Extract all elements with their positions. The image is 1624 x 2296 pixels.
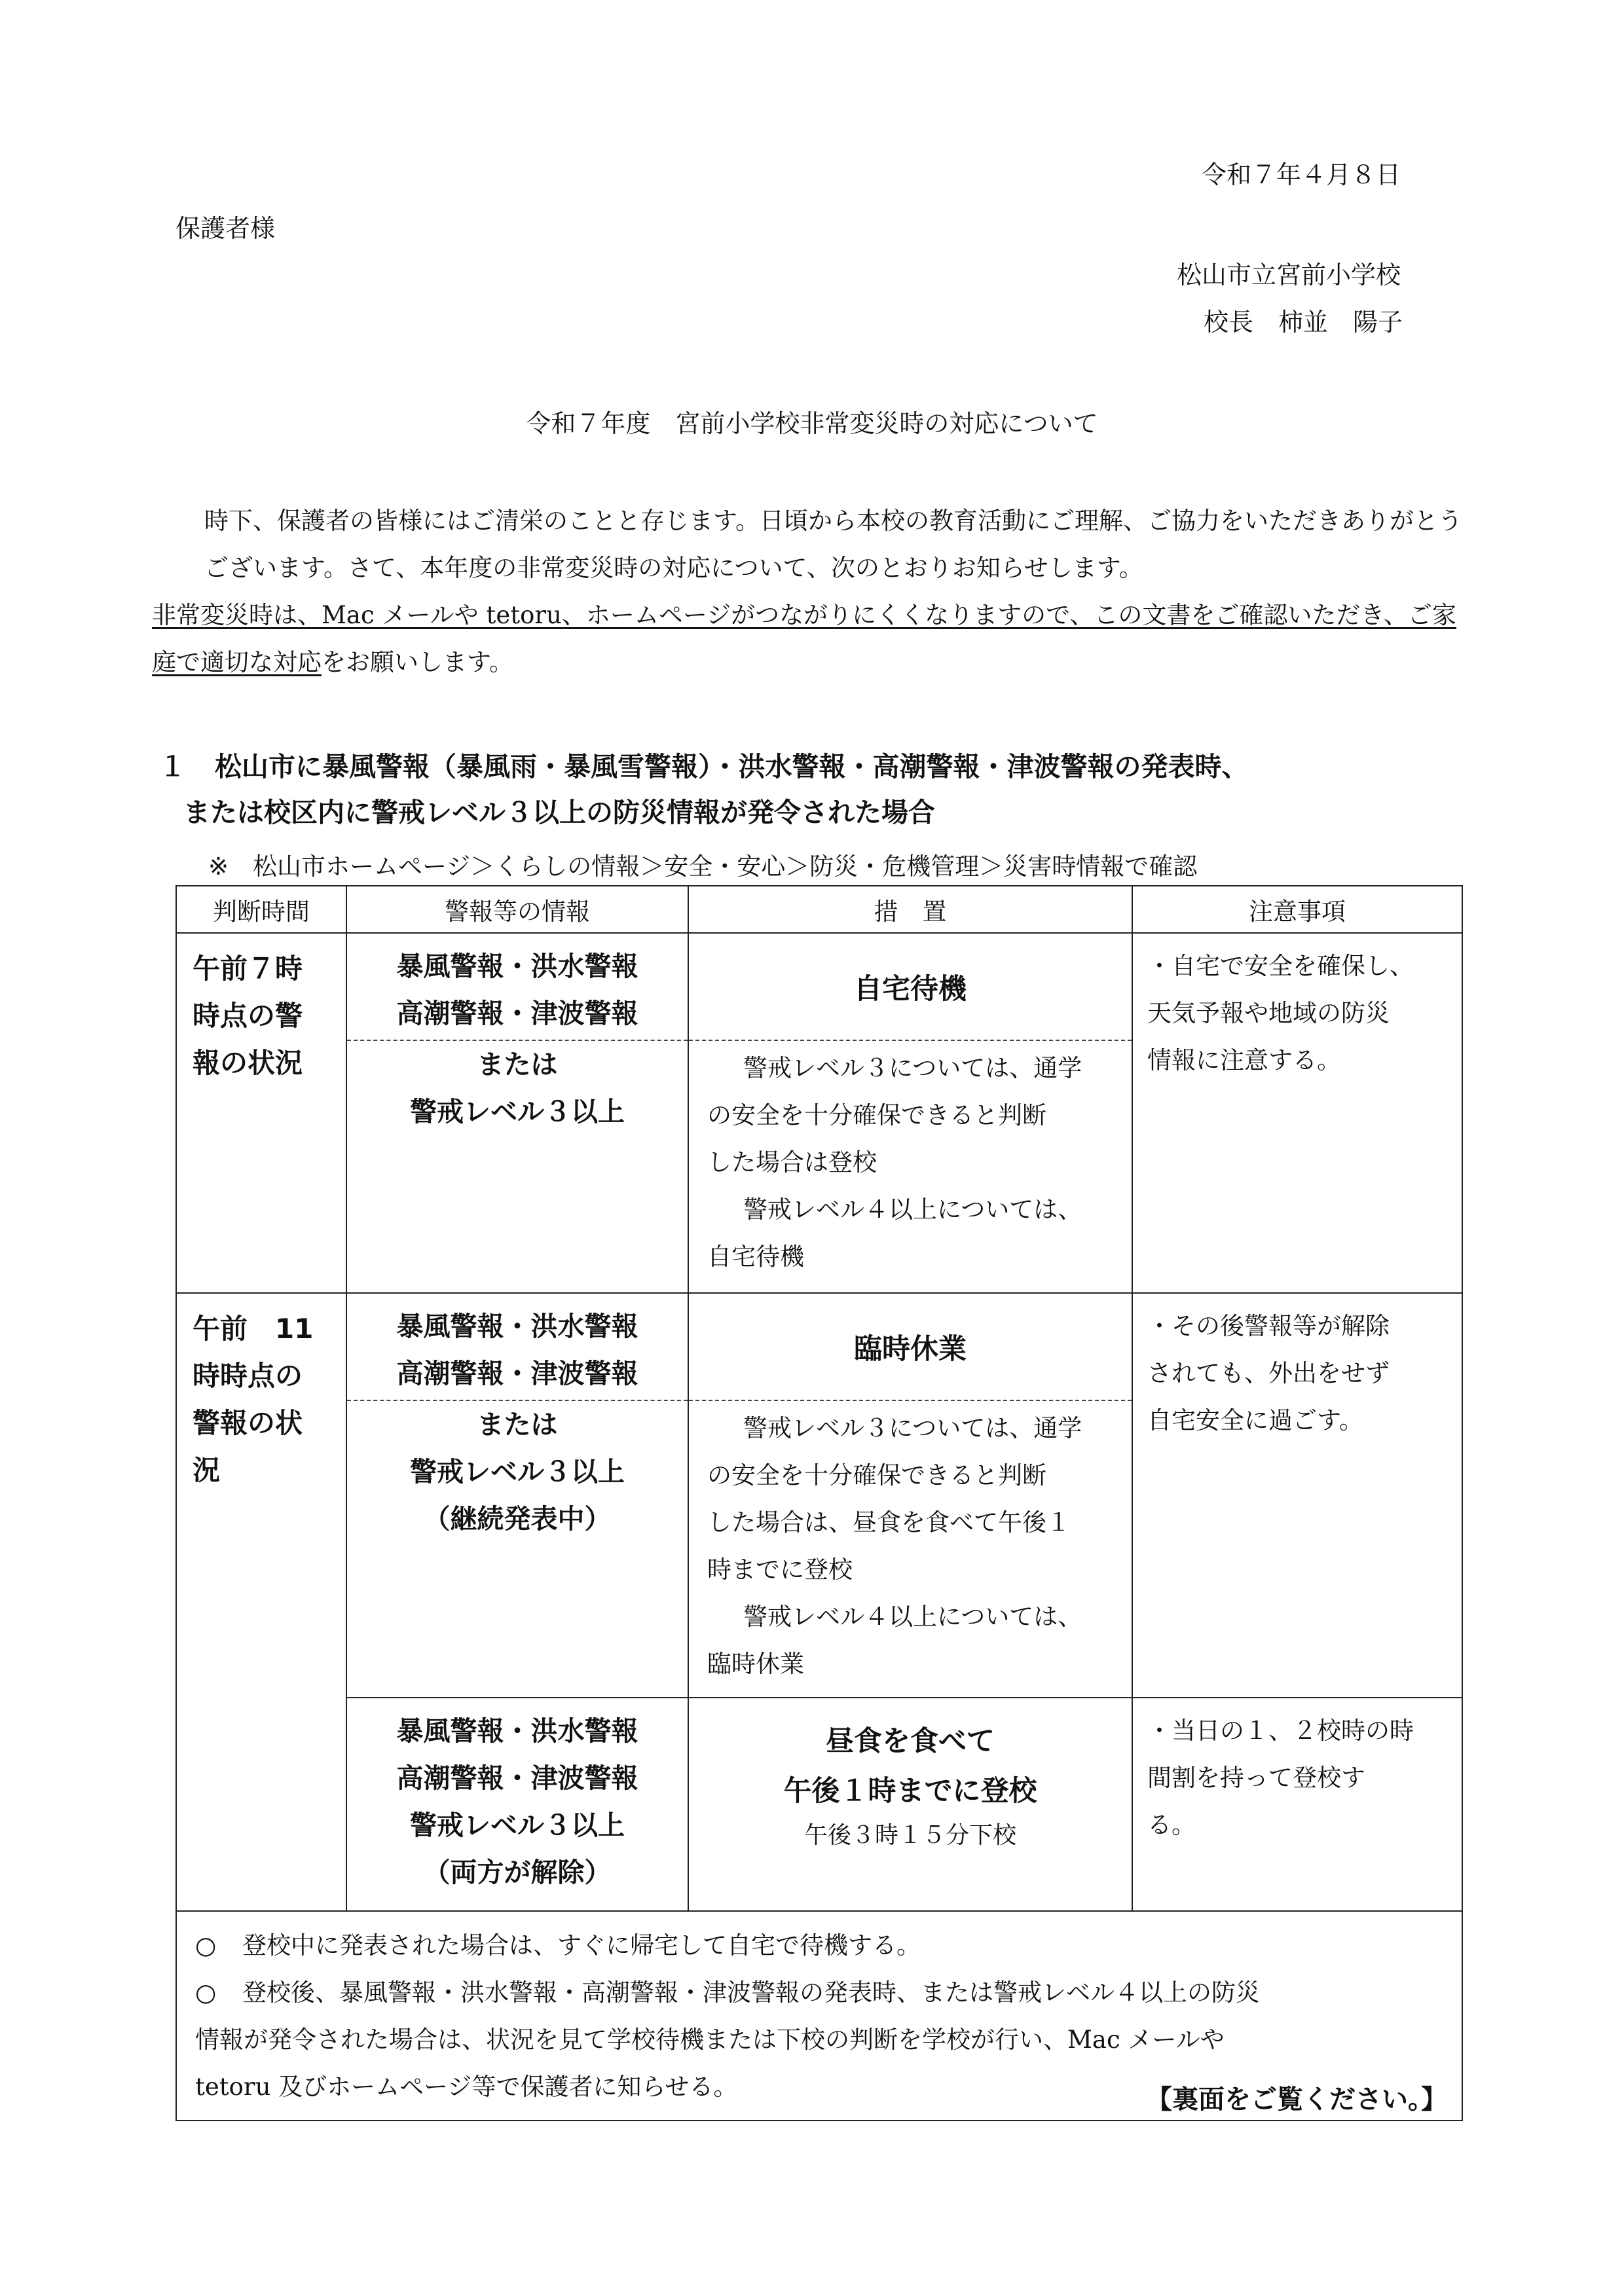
section-number: １ xyxy=(159,751,186,782)
note-line: ・当日の１、２校時の時 xyxy=(1147,1717,1414,1745)
measure-lifted xyxy=(688,1698,1132,1911)
header-time: 判断時間 xyxy=(176,886,346,933)
measure-line: した場合は、昼食を食べて午後１ xyxy=(707,1508,1071,1537)
warning-11am-b xyxy=(346,1400,688,1698)
note-line: されても、外出をせず xyxy=(1147,1359,1390,1387)
measure-line: 警戒レベル４以上については、 xyxy=(743,1195,1082,1224)
measure-11am-b xyxy=(688,1400,1132,1698)
warning-line: 警戒レベル３以上 xyxy=(410,1810,625,1841)
time-11am xyxy=(176,1293,346,1911)
circle-bullet: ○ xyxy=(195,1931,217,1959)
measure-line: 午後１時までに登校 xyxy=(783,1775,1037,1808)
measure-11am-a: 臨時休業 xyxy=(688,1293,1132,1400)
intro-notice-rest: をお願いします。 xyxy=(322,648,514,676)
warning-lifted xyxy=(346,1698,688,1911)
note-line: 自宅安全に過ごす。 xyxy=(1147,1406,1364,1434)
table-header-row xyxy=(176,886,1462,933)
time-line: 時時点の xyxy=(193,1360,303,1392)
addressee: 保護者様 xyxy=(175,214,276,243)
note-line: 天気予報や地域の防災 xyxy=(1147,999,1390,1027)
note-11am xyxy=(1132,1293,1462,1698)
see-reverse-note: 【裏面をご覧ください。】 xyxy=(1146,2085,1447,2115)
table-row xyxy=(176,1293,1462,1400)
footer-text: 登校後、暴風警報・洪水警報・高潮警報・津波警報の発表時、または警戒レベル４以上の防災 xyxy=(242,1978,1260,2007)
measure-line: 警戒レベル３については、通学 xyxy=(743,1414,1082,1442)
warning-7am-a xyxy=(346,933,688,1040)
note-line: ・自宅で安全を確保し、 xyxy=(1147,952,1414,980)
time-line: 午前 11 xyxy=(193,1313,314,1345)
footer-text: 情報が発令された場合は、状況を見て学校待機または下校の判断を学校が行い、Mac メールや xyxy=(195,2026,1225,2054)
time-line: 報の状況 xyxy=(193,1047,303,1079)
warning-line: または xyxy=(477,1409,558,1440)
school-name: 松山市立宮前小学校 xyxy=(1177,261,1401,289)
warning-line: または xyxy=(477,1049,558,1080)
warning-line: 警戒レベル３以上 xyxy=(410,1456,625,1487)
measure-line: 自宅待機 xyxy=(707,1243,804,1271)
note-7am xyxy=(1132,933,1462,1293)
footer-text: tetoru 及びホームページ等で保護者に知らせる。 xyxy=(195,2073,738,2101)
note-line: 情報に注意する。 xyxy=(1147,1046,1341,1074)
issue-date: 令和７年４月８日 xyxy=(1202,160,1401,189)
intro-notice-underlined: 非常変災時は、Mac メールや tetoru、ホームページがつながりにくくなりますので、この文書をご確認いただき、ご家庭で適切な対応 xyxy=(152,601,1456,676)
section-heading-line1: 松山市に暴風警報（暴風雨・暴風雪警報）・洪水警報・高潮警報・津波警報の発表時、 xyxy=(215,751,1249,782)
intro-text: 時下、保護者の皆様にはご清栄のことと存じます。日頃から本校の教育活動にご理解、ご協力をいただきありがとうございます。さて、本年度の非常変災時の対応について、次のとおりお知らせします。 xyxy=(204,507,1463,582)
warning-line: 高潮警報・津波警報 xyxy=(396,1358,638,1389)
measure-7am-a: 自宅待機 xyxy=(688,933,1132,1040)
header-measure: 措 置 xyxy=(688,886,1132,933)
time-7am xyxy=(176,933,346,1293)
measure-line: 警戒レベル３については、通学 xyxy=(743,1054,1082,1082)
warning-line: 警戒レベル３以上 xyxy=(410,1096,625,1127)
note-lifted xyxy=(1132,1698,1462,1911)
time-line: 況 xyxy=(193,1454,221,1486)
measure-line: の安全を十分確保できると判断 xyxy=(707,1461,1046,1489)
footer-item xyxy=(195,1969,1449,2016)
table-row xyxy=(176,933,1462,1040)
warning-line: （両方が解除） xyxy=(423,1857,612,1888)
measure-line: 昼食を食べて xyxy=(826,1725,995,1758)
intro-paragraph xyxy=(152,498,1468,686)
warning-line: 暴風警報・洪水警報 xyxy=(396,1715,638,1747)
measure-line: の安全を十分確保できると判断 xyxy=(707,1101,1046,1129)
footer-item xyxy=(195,1922,1449,1969)
note-line: 間割を持って登校す xyxy=(1147,1764,1365,1792)
warning-line: 高潮警報・津波警報 xyxy=(396,998,638,1029)
footer-text: 登校中に発表された場合は、すぐに帰宅して自宅で待機する。 xyxy=(242,1931,921,1959)
measure-7am-b xyxy=(688,1040,1132,1293)
warning-line: 暴風警報・洪水警報 xyxy=(396,1311,638,1342)
time-line: 警報の状 xyxy=(193,1407,303,1439)
response-table xyxy=(175,885,1463,2121)
warning-line: （継続発表中） xyxy=(423,1503,612,1535)
measure-line: 臨時休業 xyxy=(707,1650,804,1678)
intro-notice xyxy=(152,592,1468,686)
document-title: 令和７年度 宮前小学校非常変災時の対応について xyxy=(526,409,1098,438)
dismissal-time: 午後３時１５分下校 xyxy=(803,1822,1016,1849)
note-line: ・その後警報等が解除 xyxy=(1147,1312,1390,1340)
warning-11am-a xyxy=(346,1293,688,1400)
warning-7am-b xyxy=(346,1040,688,1293)
time-line: 午前７時 xyxy=(193,953,303,985)
time-line: 時点の警 xyxy=(193,1000,303,1032)
principal-name: 校長 柿並 陽子 xyxy=(1204,308,1403,337)
header-notes: 注意事項 xyxy=(1132,886,1462,933)
header-warning: 警報等の情報 xyxy=(346,886,688,933)
note-line: る。 xyxy=(1147,1811,1196,1839)
circle-bullet: ○ xyxy=(195,1978,217,2007)
section-heading-line2: または校区内に警戒レベル３以上の防災情報が発令された場合 xyxy=(183,797,935,828)
measure-line: 警戒レベル４以上については、 xyxy=(743,1603,1082,1631)
table-row xyxy=(176,1698,1462,1911)
warning-line: 高潮警報・津波警報 xyxy=(396,1762,638,1794)
measure-line: した場合は登校 xyxy=(707,1148,877,1176)
warning-line: 暴風警報・洪水警報 xyxy=(396,951,638,982)
measure-line: 時までに登校 xyxy=(707,1556,853,1584)
section-reference-note: ※ 松山市ホームページ＞くらしの情報＞安全・安心＞防災・危機管理＞災害時情報で確認 xyxy=(208,852,1198,881)
